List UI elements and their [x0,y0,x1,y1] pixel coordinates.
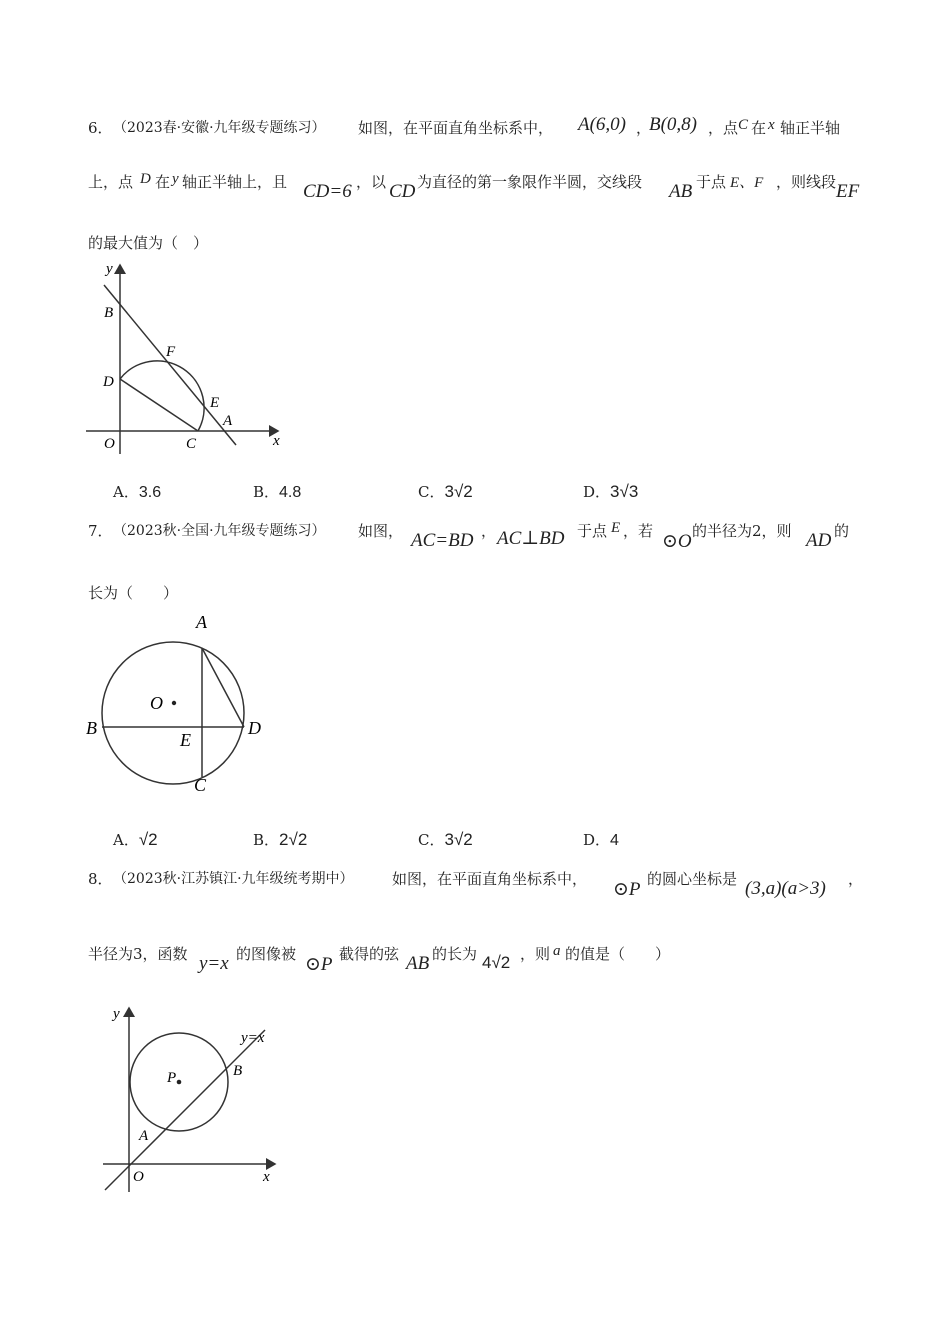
q6-text: 于点 [696,173,727,191]
q6-var-c: C [738,117,749,133]
q6-option-d[interactable] [583,481,638,502]
q8-circle-p: ⊙P [305,954,333,975]
option-label: C． [418,831,445,849]
option-label: D． [583,483,611,501]
option-value: 3√3 [610,482,639,501]
q8-text: 半径为3，函数 [88,945,188,963]
q6-text: 在 [751,119,767,137]
q6-text: 在 [155,173,171,191]
q6-text: ，以 [356,173,387,191]
q7-option-d[interactable] [583,829,619,850]
q7-figure [80,605,280,805]
label-x: x [263,1169,270,1185]
label-c: C [194,775,207,795]
label-b: B [86,718,97,738]
label-y: y [113,1006,120,1022]
q6-text: 为直径的第一象限作半圆，交线段 [417,173,643,191]
q7-ad: AD [806,530,832,551]
q6-number: 6． [88,119,113,137]
segment-cd [120,379,198,431]
semicircle [120,361,204,431]
label-e: E [210,395,220,411]
q8-var-a: a [553,943,561,959]
q6-text: 轴正半轴 [780,119,841,137]
option-value: 2√2 [279,830,308,849]
q8-text: 的值是（ ） [565,945,671,963]
q7-var-e: E [611,520,621,536]
center-dot [177,1080,182,1085]
segment-ad [202,648,244,727]
q6-cd-eq: CD=6 [303,181,352,202]
label-d: D [103,374,114,390]
center-dot [172,701,176,705]
label-b: B [233,1063,243,1079]
q7-text: 如图， [358,522,404,540]
q6-text: 如图，在平面直角坐标系中， [358,119,554,137]
q6-source: （2023春·安徽·九年级专题练习） [113,120,326,136]
q6-cd: CD [389,181,416,202]
label-b: B [104,305,114,321]
q7-text: ，若 [623,522,654,540]
q8-ab: AB [406,953,430,974]
option-value: √2 [138,830,158,849]
q6-figure [80,255,290,455]
option-label: C． [418,483,445,501]
option-label: B． [253,831,280,849]
label-a: A [223,413,233,429]
option-value: 3√2 [444,482,473,501]
q7-number: 7． [88,522,113,540]
label-y: y [106,261,113,277]
q8-circle-p: ⊙P [613,879,641,900]
q7-text: 于点 [577,522,608,540]
q7-comma: ， [481,522,497,540]
q7-option-b[interactable] [253,829,307,850]
label-o: O [133,1169,144,1185]
option-label: B． [253,483,280,501]
option-value: 3√2 [444,830,473,849]
q8-number: 8． [88,870,113,888]
q8-center: (3,a)(a>3) [745,878,826,899]
q6-ef-points: E、F [730,175,764,191]
q6-option-b[interactable] [253,481,301,502]
q6-ab: AB [669,181,693,202]
option-value: 4 [610,832,619,849]
q6-var-y: y [172,171,179,187]
circle-o [102,642,244,784]
label-p: P [167,1070,177,1086]
q6-text: 的最大值为（ ） [88,234,209,252]
q6-var-d: D [140,171,151,187]
option-label: D． [583,831,611,849]
option-label: A． [113,483,139,501]
q6-option-a[interactable] [113,481,161,502]
q8-text: 如图，在平面直角坐标系中， [392,870,588,888]
q6-text: ，则线段 [776,173,837,191]
option-label: A． [113,831,139,849]
q8-length: 4√2 [482,953,511,972]
q8-func: y=x [199,953,229,974]
line-ab [104,285,236,445]
q7-text: 的 [834,522,850,540]
q8-text: ，则 [520,945,551,963]
label-o: O [104,436,115,452]
label-x: x [273,433,280,449]
q8-figure [95,1000,290,1195]
option-value: 3.6 [138,484,162,501]
q7-source: （2023秋·全国·九年级专题练习） [113,523,326,539]
q6-text: 轴正半轴上，且 [182,173,288,191]
q8-text: 的长为 [432,945,478,963]
q7-text: 的半径为2，则 [692,522,792,540]
q6-text: 上，点 [88,173,134,191]
label-c: C [186,436,197,452]
label-a: A [196,612,207,632]
q6-text: ，点 [708,119,739,137]
q6-point-a: A(6,0) [578,114,627,135]
q7-ac-eq: AC=BD [411,530,474,551]
q6-ef: EF [836,181,860,202]
label-o: O [150,693,163,713]
label-line: y=x [241,1030,265,1046]
q7-text: 长为（ ） [88,584,179,602]
label-a: A [139,1128,149,1144]
q7-option-c[interactable] [418,829,473,850]
q7-option-a[interactable] [113,829,158,850]
label-e: E [180,730,191,750]
q7-circle-o: ⊙O [662,531,692,552]
label-f: F [166,344,176,360]
q8-source: （2023秋·江苏镇江·九年级统考期中） [113,871,354,887]
q6-var-x: x [768,117,775,133]
q8-text: 截得的弦 [339,945,400,963]
q7-perp: AC⊥BD [497,528,565,549]
label-d: D [248,718,261,738]
q6-comma: ， [636,119,652,137]
option-value: 4.8 [279,484,302,501]
q6-option-c[interactable] [418,481,473,502]
q8-text: 的图像被 [236,945,297,963]
q8-text: 的圆心坐标是 [647,870,738,888]
q6-point-b: B(0,8) [649,114,698,135]
q8-comma: ， [848,870,864,888]
